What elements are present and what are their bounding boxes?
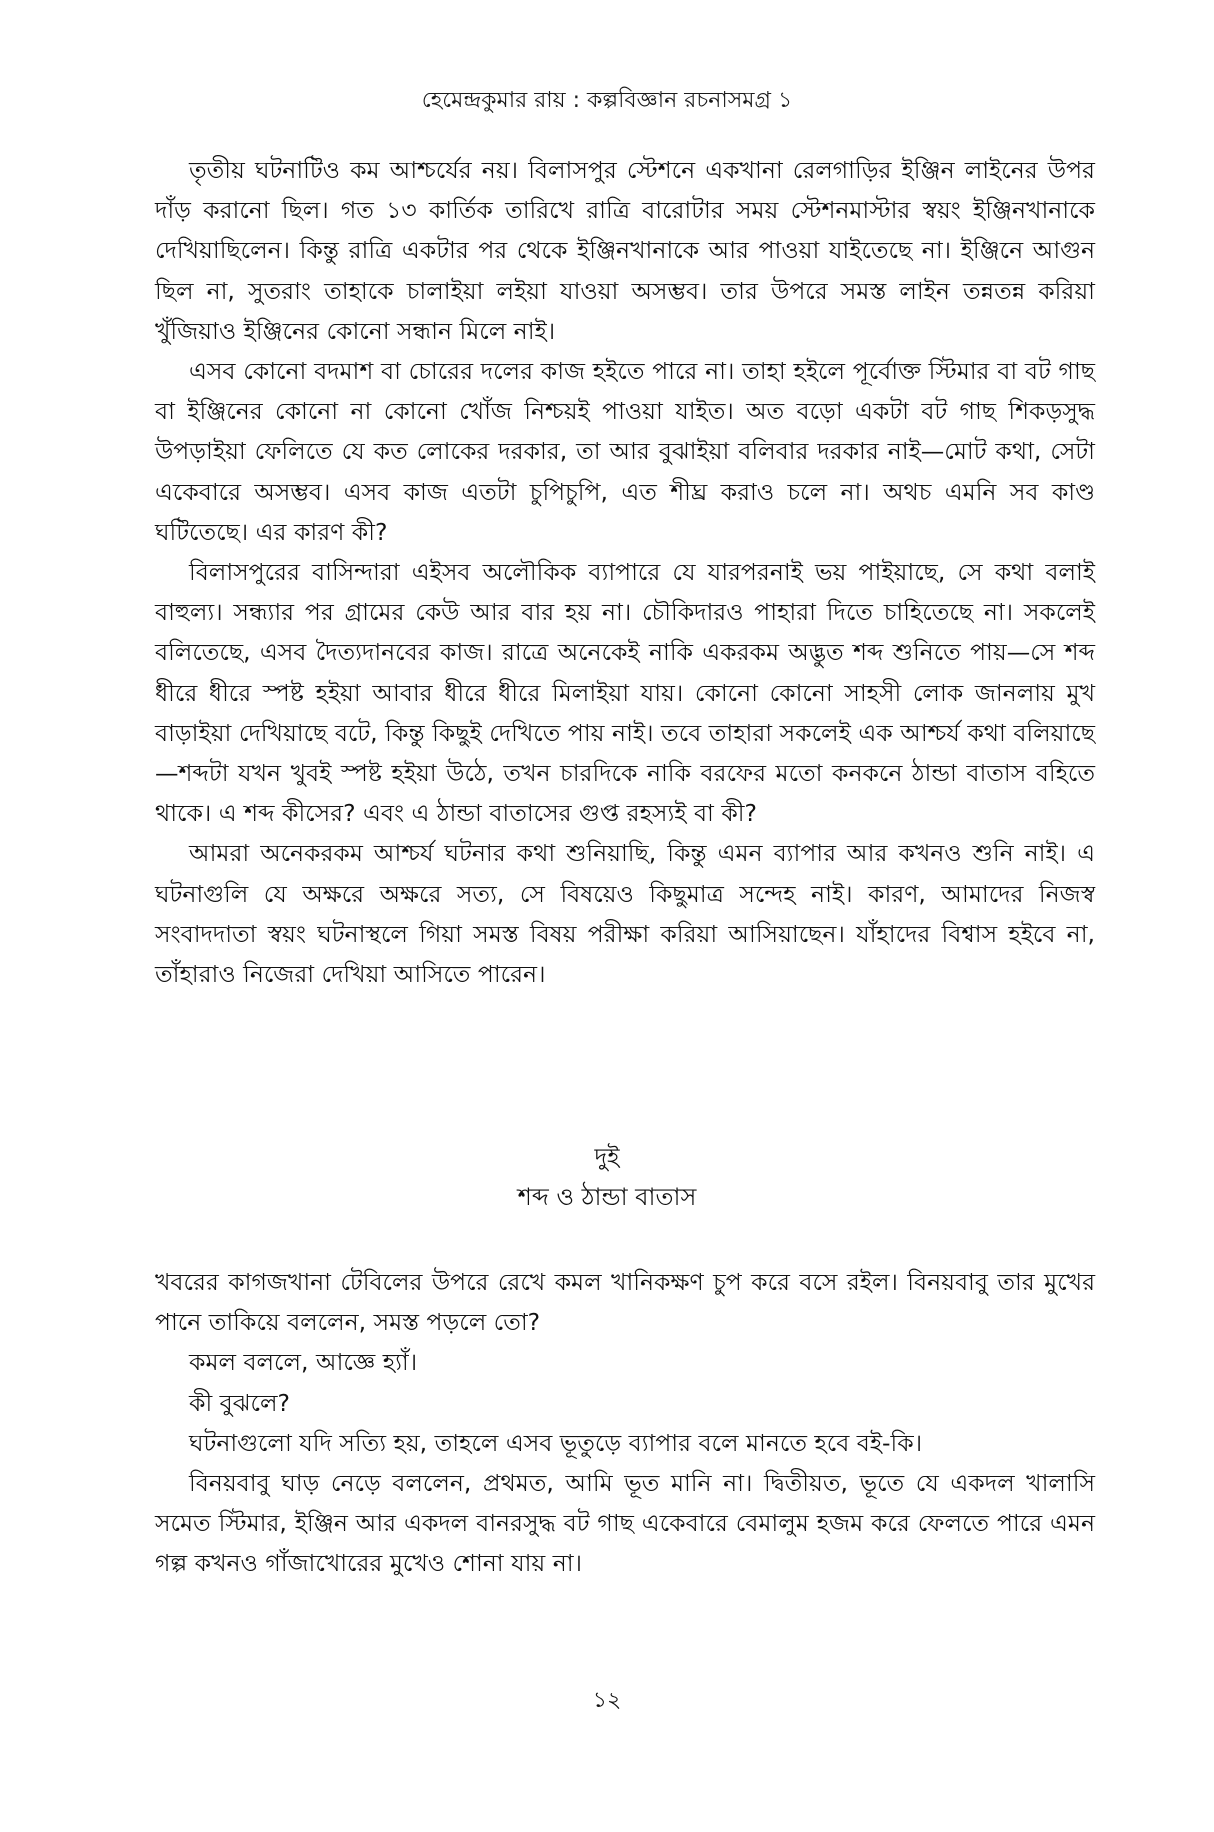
paragraph: আমরা অনেকরকম আশ্চর্য ঘটনার কথা শুনিয়াছি, কিন্তু এমন ব্যাপার আর কখনও শুনি নাই। এ ঘটনাগুলি যে অক্ষরে অক্ষরে সত্য, সে বিষয়েও কিছুমাত্র সন্দেহ নাই। কারণ, আমাদের নিজস্ব সংবাদদাতা স্বয়ং ঘটনাস্থলে গিয়া সমস্ত বিষয় পরীক্ষা করিয়া আসিয়াছেন। যাঁহাদের বিশ্বাস হইবে না, তাঁহারাও নিজেরা দেখিয়া আসিতে পারেন।: [155, 839, 1095, 989]
paragraph: বিলাসপুরের বাসিন্দারা এইসব অলৌকিক ব্যাপারে যে যারপরনাই ভয় পাইয়াছে, সে কথা বলাই বাহুল্য। সন্ধ্যার পর গ্রামের কেউ আর বার হয় না। চৌকিদারও পাহারা দিতে চাহিতেছে না। সকলেই বলিতেছে, এসব দৈত্যদানবের কাজ। রাত্রে অনেকেই নাকি একরকম অদ্ভুত শব্দ শুনিতে পায়—সে শব্দ ধীরে ধীরে স্পষ্ট হইয়া আবার ধীরে ধীরে মিলাইয়া যায়। কোনো কোনো সাহসী লোক জানলায় মুখ বাড়াইয়া দেখিয়াছে বটে, কিন্তু কিছুই দেখিতে পায় নাই। তবে তাহারা সকলেই এক আশ্চর্য কথা বলিয়াছে—শব্দটা যখন খুবই স্পষ্ট হইয়া উঠে, তখন চারদিকে নাকি বরফের মতো কনকনে ঠান্ডা বাতাস বহিতে থাকে। এ শব্দ কীসের? এবং এ ঠান্ডা বাতাসের গুপ্ত রহস্যই বা কী?: [155, 558, 1095, 828]
paragraph: খবরের কাগজখানা টেবিলের উপরে রেখে কমল খানিকক্ষণ চুপ করে বসে রইল। বিনয়বাবু তার মুখের পানে তাকিয়ে বললেন, সমস্ত পড়লে তো?: [155, 1268, 1095, 1337]
section-two-body: [155, 1262, 1095, 1584]
paragraph: বিনয়বাবু ঘাড় নেড়ে বললেন, প্রথমত, আমি ভূত মানি না। দ্বিতীয়ত, ভূতে যে একদল খালাসি সমেত স্টিমার, ইঞ্জিন আর একদল বানরসুদ্ধ বট গাছ একেবারে বেমালুম হজম করে ফেলতে পারে এমন গল্প কখনও গাঁজাখোরের মুখেও শোনা যায় না।: [155, 1469, 1095, 1578]
page-number: ১২: [592, 1688, 622, 1713]
paragraph: এসব কোনো বদমাশ বা চোরের দলের কাজ হইতে পারে না। তাহা হইলে পূর্বোক্ত স্টিমার বা বট গাছ বা ইঞ্জিনের কোনো না কোনো খোঁজ নিশ্চয়ই পাওয়া যাইত। অত বড়ো একটা বট গাছ শিকড়সুদ্ধ উপড়াইয়া ফেলিতে যে কত লোকের দরকার, তা আর বুঝাইয়া বলিবার দরকার নাই—মোট কথা, সেটা একেবারে অসম্ভব। এসব কাজ এতটা চুপিচুপি, এত শীঘ্র করাও চলে না। অথচ এমনি সব কাণ্ড ঘটিতেছে। এর কারণ কী?: [155, 357, 1095, 546]
section-one-body: [155, 150, 1095, 994]
chapter-number: দুই: [594, 1143, 620, 1171]
paragraph: কমল বললে, আজ্ঞে হ্যাঁ।: [189, 1348, 418, 1377]
running-header: হেমেন্দ্রকুমার রায় : কল্পবিজ্ঞান রচনাসমগ্র ১: [421, 88, 793, 113]
paragraph: কী বুঝলে?: [189, 1388, 290, 1417]
paragraph: ঘটনাগুলো যদি সত্যি হয়, তাহলে এসব ভূতুড়ে ব্যাপার বলে মানতে হবে বই-কি।: [189, 1428, 923, 1457]
paragraph: তৃতীয় ঘটনাটিও কম আশ্চর্যের নয়। বিলাসপুর স্টেশনে একখানা রেলগাড়ির ইঞ্জিন লাইনের উপর দাঁড় করানো ছিল। গত ১৩ কার্তিক তারিখে রাত্রি বারোটার সময় স্টেশনমাস্টার স্বয়ং ইঞ্জিনখানাকে দেখিয়াছিলেন। কিন্তু রাত্রি একটার পর থেকে ইঞ্জিনখানাকে আর পাওয়া যাইতেছে না। ইঞ্জিনে আগুন ছিল না, সুতরাং তাহাকে চালাইয়া লইয়া যাওয়া অসম্ভব। তার উপরে সমস্ত লাইন তন্নতন্ন করিয়া খুঁজিয়াও ইঞ্জিনের কোনো সন্ধান মিলে নাই।: [155, 156, 1095, 345]
chapter-title: শব্দ ও ঠান্ডা বাতাস: [517, 1183, 697, 1211]
